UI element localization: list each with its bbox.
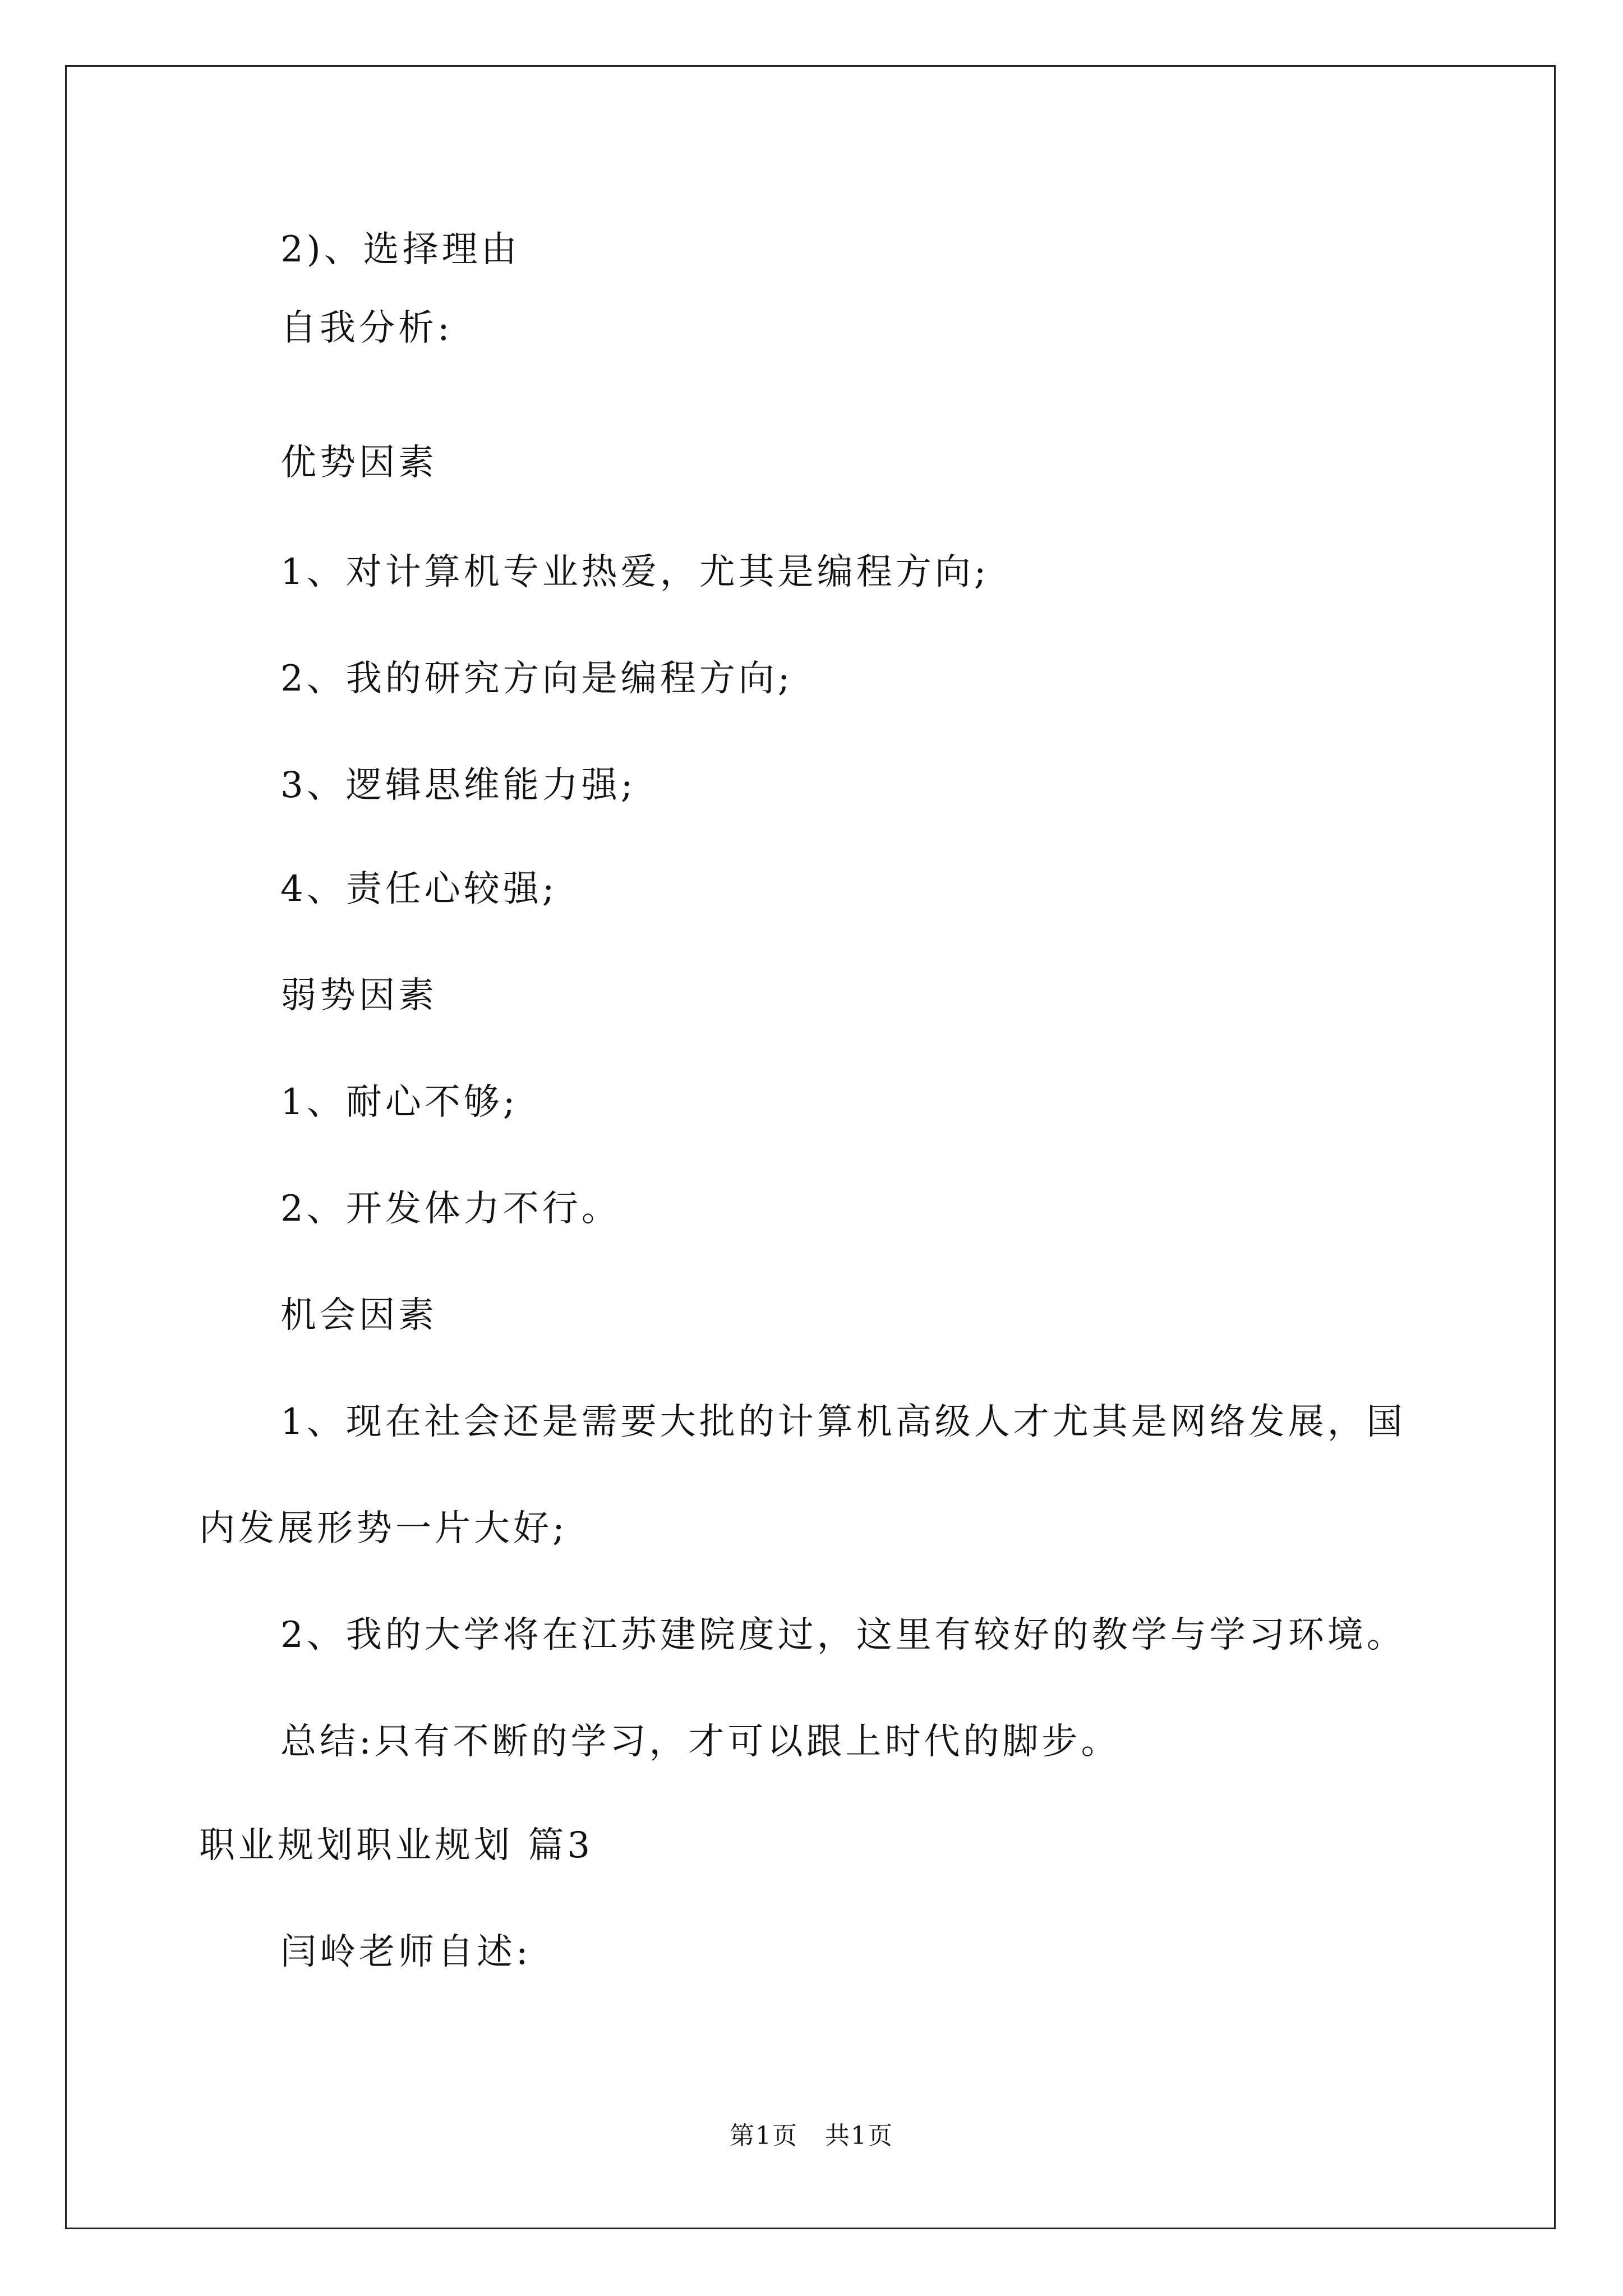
text-line-strength-1: 1、对计算机专业热爱，尤其是编程方向;: [280, 551, 990, 593]
text-line-strength-3: 3、逻辑思维能力强;: [280, 765, 637, 806]
text-line-self-analysis: 自我分析:: [280, 307, 453, 349]
text-line-strength-2: 2、我的研究方向是编程方向;: [280, 658, 794, 700]
text-line-opportunities-heading: 机会因素: [280, 1295, 437, 1336]
page-border: [65, 65, 1556, 2229]
text-line-opportunity-1-continued: 内发展形势一片大好;: [199, 1508, 568, 1549]
text-line-summary: 总结:只有不断的学习，才可以跟上时代的脚步。: [280, 1721, 1121, 1763]
text-line-teacher-statement: 闫岭老师自述:: [280, 1931, 532, 1973]
text-line-strength-4: 4、责任心较强;: [280, 868, 558, 910]
text-line-weakness-2: 2、开发体力不行。: [280, 1188, 621, 1230]
text-line-opportunity-1: 1、现在社会还是需要大批的计算机高级人才尤其是网络发展，国: [280, 1401, 1406, 1443]
text-line-section-title: 职业规划职业规划 篇3: [199, 1825, 594, 1866]
page-total: 共1页: [825, 2122, 893, 2150]
page-number: 第1页: [730, 2122, 798, 2150]
text-line-strengths-heading: 优势因素: [280, 442, 437, 484]
text-line-choice-reason: 2)、选择理由: [280, 229, 520, 270]
text-line-weakness-1: 1、耐心不够;: [280, 1082, 519, 1123]
page-footer: [0, 2120, 1623, 2152]
text-line-weaknesses-heading: 弱势因素: [280, 975, 437, 1016]
text-line-opportunity-2: 2、我的大学将在江苏建院度过，这里有较好的教学与学习环境。: [280, 1614, 1406, 1656]
